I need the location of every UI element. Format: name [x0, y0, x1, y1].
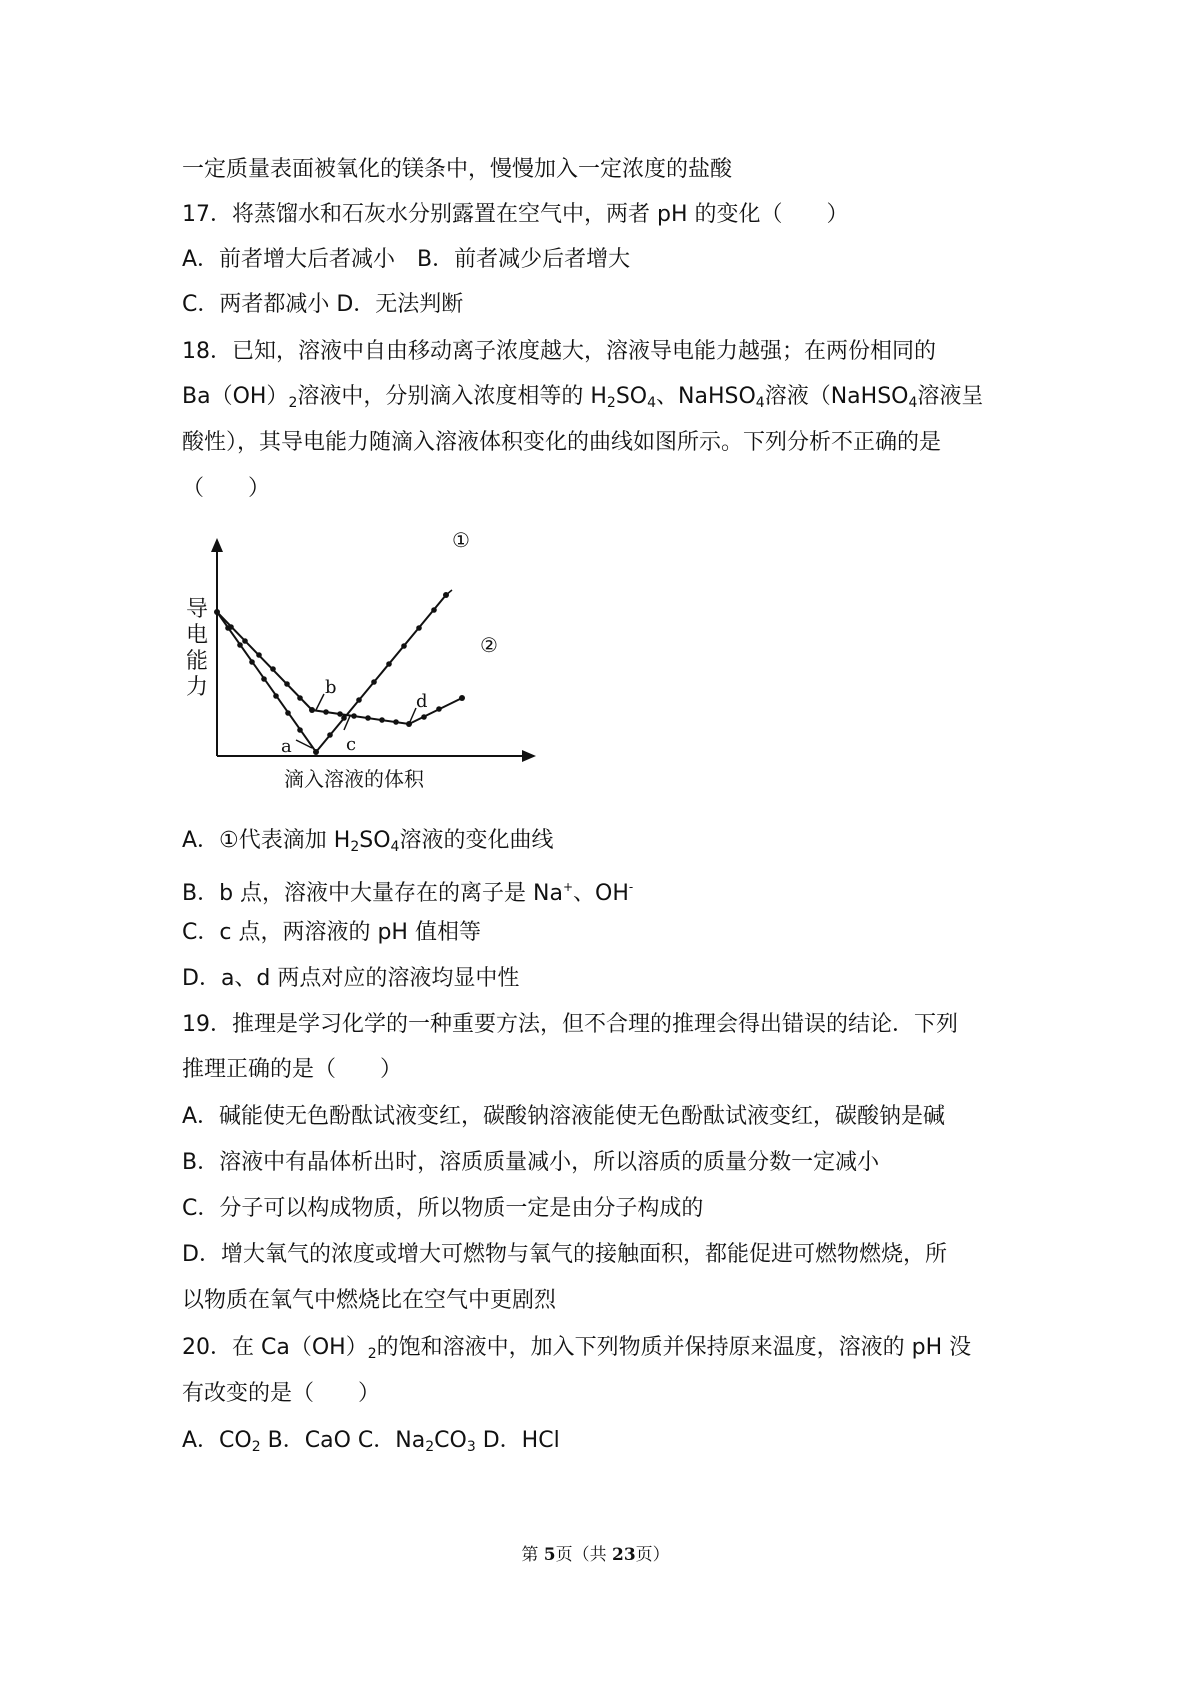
curve-1-label: ① [452, 530, 470, 552]
q19-option-c: C．分子可以构成物质，所以物质一定是由分子构成的 [182, 1196, 704, 1221]
q20-options: A．$CO_2$ B．CaO C．$Na_2CO_3$ D．HCl [182, 1428, 560, 1455]
label-c: c [346, 734, 357, 755]
q18-option-d: D．a、d 两点对应的溶液均显中性 [182, 966, 520, 991]
svg-text:能: 能 [186, 649, 209, 674]
q19-option-b: B．溶液中有晶体析出时，溶质质量减小，所以溶质的质量分数一定减小 [182, 1150, 880, 1175]
q19-option-d-line2: 以物质在氧气中燃烧比在空气中更剧烈 [182, 1288, 557, 1313]
question-18-line4: （ ） [182, 476, 271, 501]
question-19-line1: 19．推理是学习化学的一种重要方法，但不合理的推理会得出错误的结论．下列 [182, 1012, 958, 1037]
q18-option-b: B．b 点，溶液中大量存在的离子是 Na+、OH- [182, 880, 634, 906]
curve-1 [217, 595, 446, 752]
q17-options-ab: A．前者增大后者减小 B．前者减少后者增大 [182, 247, 631, 272]
svg-text:导: 导 [186, 597, 209, 622]
label-d: d [416, 691, 428, 712]
label-a: a [281, 736, 292, 757]
svg-text:电: 电 [186, 623, 209, 648]
q18-option-c: C．c 点，两溶液的 pH 值相等 [182, 920, 481, 945]
question-18-line1: 18．已知，溶液中自由移动离子浓度越大，溶液导电能力越强；在两份相同的 [182, 339, 936, 364]
page-number: 5 [543, 1545, 556, 1565]
x-axis-label: 滴入溶液的体积 [284, 767, 424, 791]
page-total: 23 [611, 1545, 636, 1565]
curve-2-label: ② [480, 633, 498, 657]
y-axis-arrow [211, 538, 223, 552]
question-19-line2: 推理正确的是（ ） [182, 1057, 403, 1082]
label-b: b [325, 677, 337, 698]
q19-option-a: A．碱能使无色酚酞试液变红，碳酸钠溶液能使无色酚酞试液变红，碳酸钠是碱 [182, 1104, 946, 1129]
question-20-line1: 20．在 $Ca(OH)_2$的饱和溶液中，加入下列物质并保持原来温度，溶液的 pH 没 [182, 1335, 972, 1362]
question-18-line2: $Ba(OH)_2$溶液中，分别滴入浓度相等的 $H_2SO_4$、NaHSO$_4$溶液（NaHSO$_4$溶液呈 [182, 384, 984, 411]
q18-option-a: A．①代表滴加 $H_2SO_4$溶液的变化曲线 [182, 828, 554, 855]
question-18-line3: 酸性），其导电能力随滴入溶液体积变化的曲线如图所示。下列分析不正确的是 [182, 430, 942, 455]
q17-options-cd: C．两者都减小 D．无法判断 [182, 292, 464, 317]
x-axis-arrow [522, 750, 536, 762]
question-17: 17．将蒸馏水和石灰水分别露置在空气中，两者 pH 的变化（ ） [182, 202, 849, 227]
page-footer: 第 5页（共 23页） [521, 1545, 670, 1565]
q19-option-d-line1: D．增大氧气的浓度或增大可燃物与氧气的接触面积，都能促进可燃物燃烧，所 [182, 1242, 947, 1267]
question-20-line2: 有改变的是（ ） [182, 1381, 381, 1406]
conductivity-figure [184, 530, 544, 800]
text-line: 一定质量表面被氧化的镁条中，慢慢加入一定浓度的盐酸 [182, 157, 733, 182]
svg-text:力: 力 [186, 675, 209, 700]
y-axis-label [186, 597, 208, 700]
